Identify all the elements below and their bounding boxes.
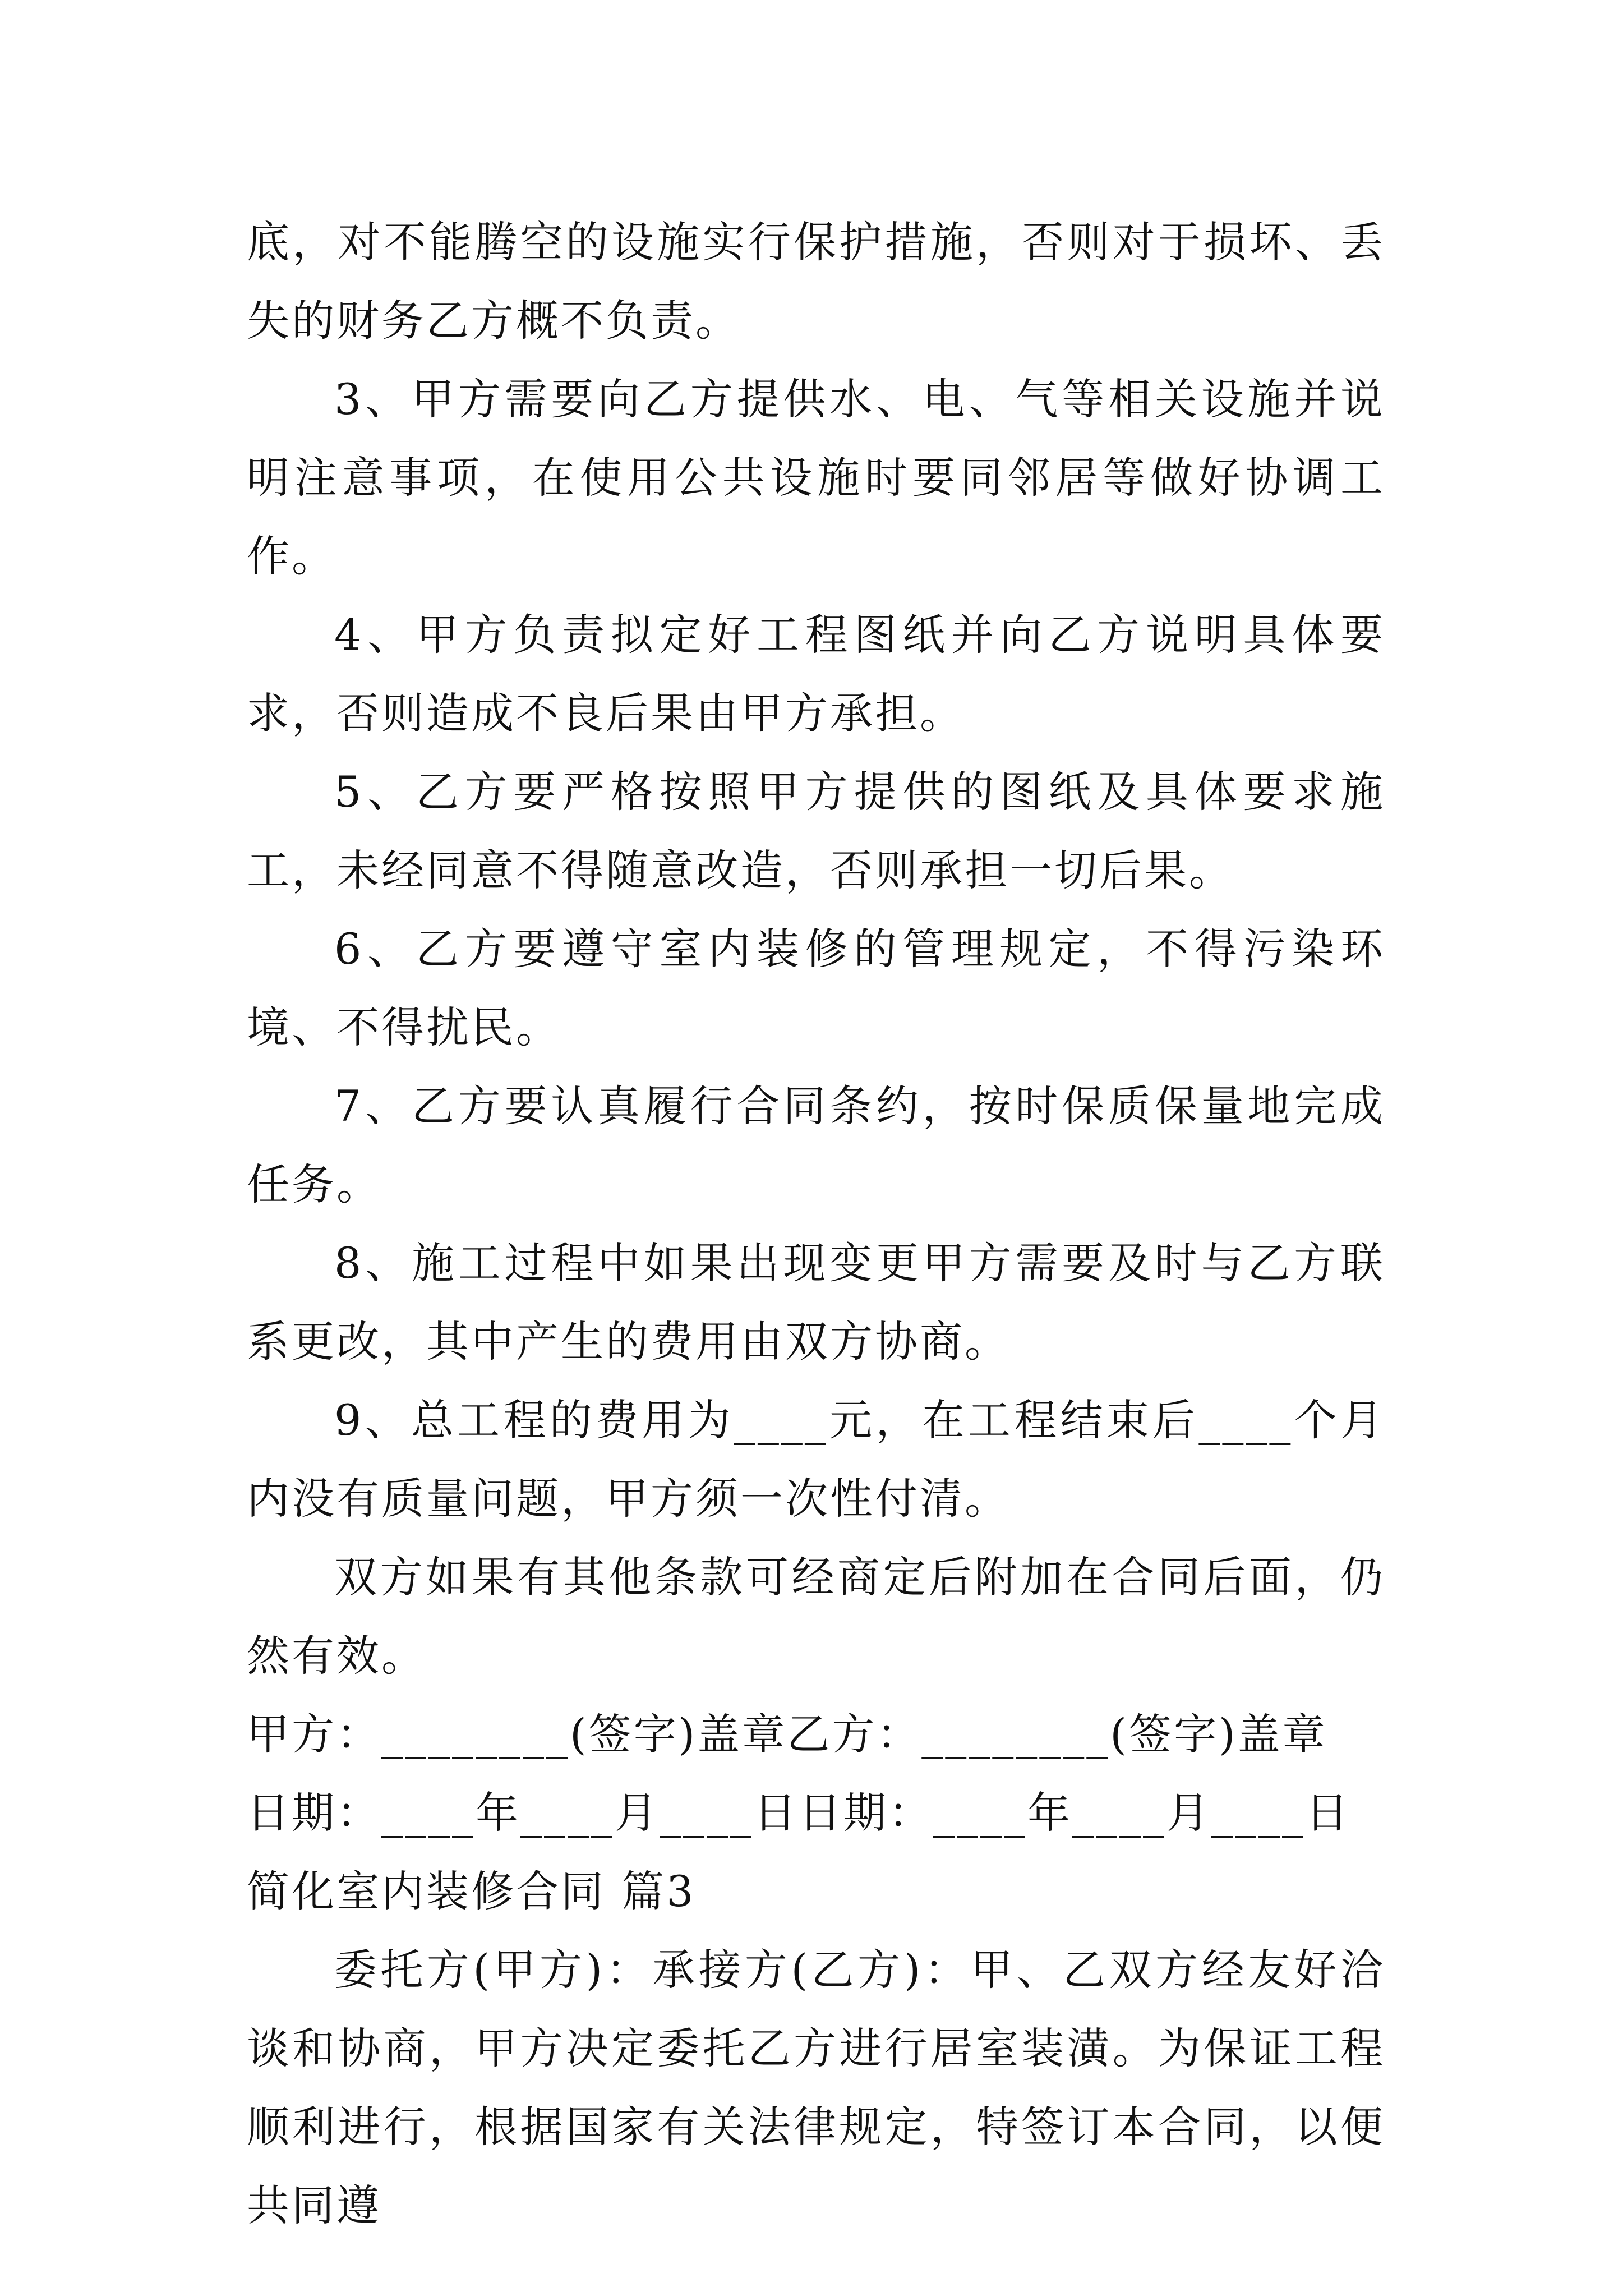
date-line: 日期：____年____月____日日期：____年____月____日 <box>247 1788 1350 1838</box>
paragraph-clause-7: 7、乙方要认真履行合同条约，按时保质保量地完成任务。 <box>247 1081 1385 1209</box>
paragraph-other-terms: 双方如果有其他条款可经商定后附加在合同后面，仍然有效。 <box>247 1552 1385 1681</box>
paragraph-clause-3: 3、甲方需要向乙方提供水、电、气等相关设施并说明注意事项，在使用公共设施时要同邻居等做好协调工作。 <box>247 374 1385 581</box>
section-title: 简化室内装修合同 篇3 <box>247 1866 696 1916</box>
paragraph-clause-8: 8、施工过程中如果出现变更甲方需要及时与乙方联系更改，其中产生的费用由双方协商。 <box>247 1238 1385 1366</box>
paragraph-clause-9: 9、总工程的费用为____元，在工程结束后____个月内没有质量问题，甲方须一次性付清。 <box>247 1395 1385 1524</box>
paragraph-clause-5: 5、乙方要严格按照甲方提供的图纸及具体要求施工，未经同意不得随意改造，否则承担一切后果。 <box>247 767 1385 895</box>
paragraph-intro: 委托方(甲方)：承接方(乙方)：甲、乙双方经友好洽谈和协商，甲方决定委托乙方进行居室装潢。为保证工程顺利进行，根据国家有关法律规定，特签订本合同，以便共同遵 <box>247 1945 1385 2230</box>
paragraph-clause-6: 6、乙方要遵守室内装修的管理规定，不得污染环境、不得扰民。 <box>247 924 1385 1052</box>
paragraph-continuation: 底，对不能腾空的设施实行保护措施，否则对于损坏、丢失的财务乙方概不负责。 <box>247 217 1385 346</box>
document-body <box>247 203 1385 2245</box>
signature-line: 甲方：________(签字)盖章乙方：________(签字)盖章 <box>247 1709 1327 1759</box>
paragraph-clause-4: 4、甲方负责拟定好工程图纸并向乙方说明具体要求，否则造成不良后果由甲方承担。 <box>247 610 1385 738</box>
